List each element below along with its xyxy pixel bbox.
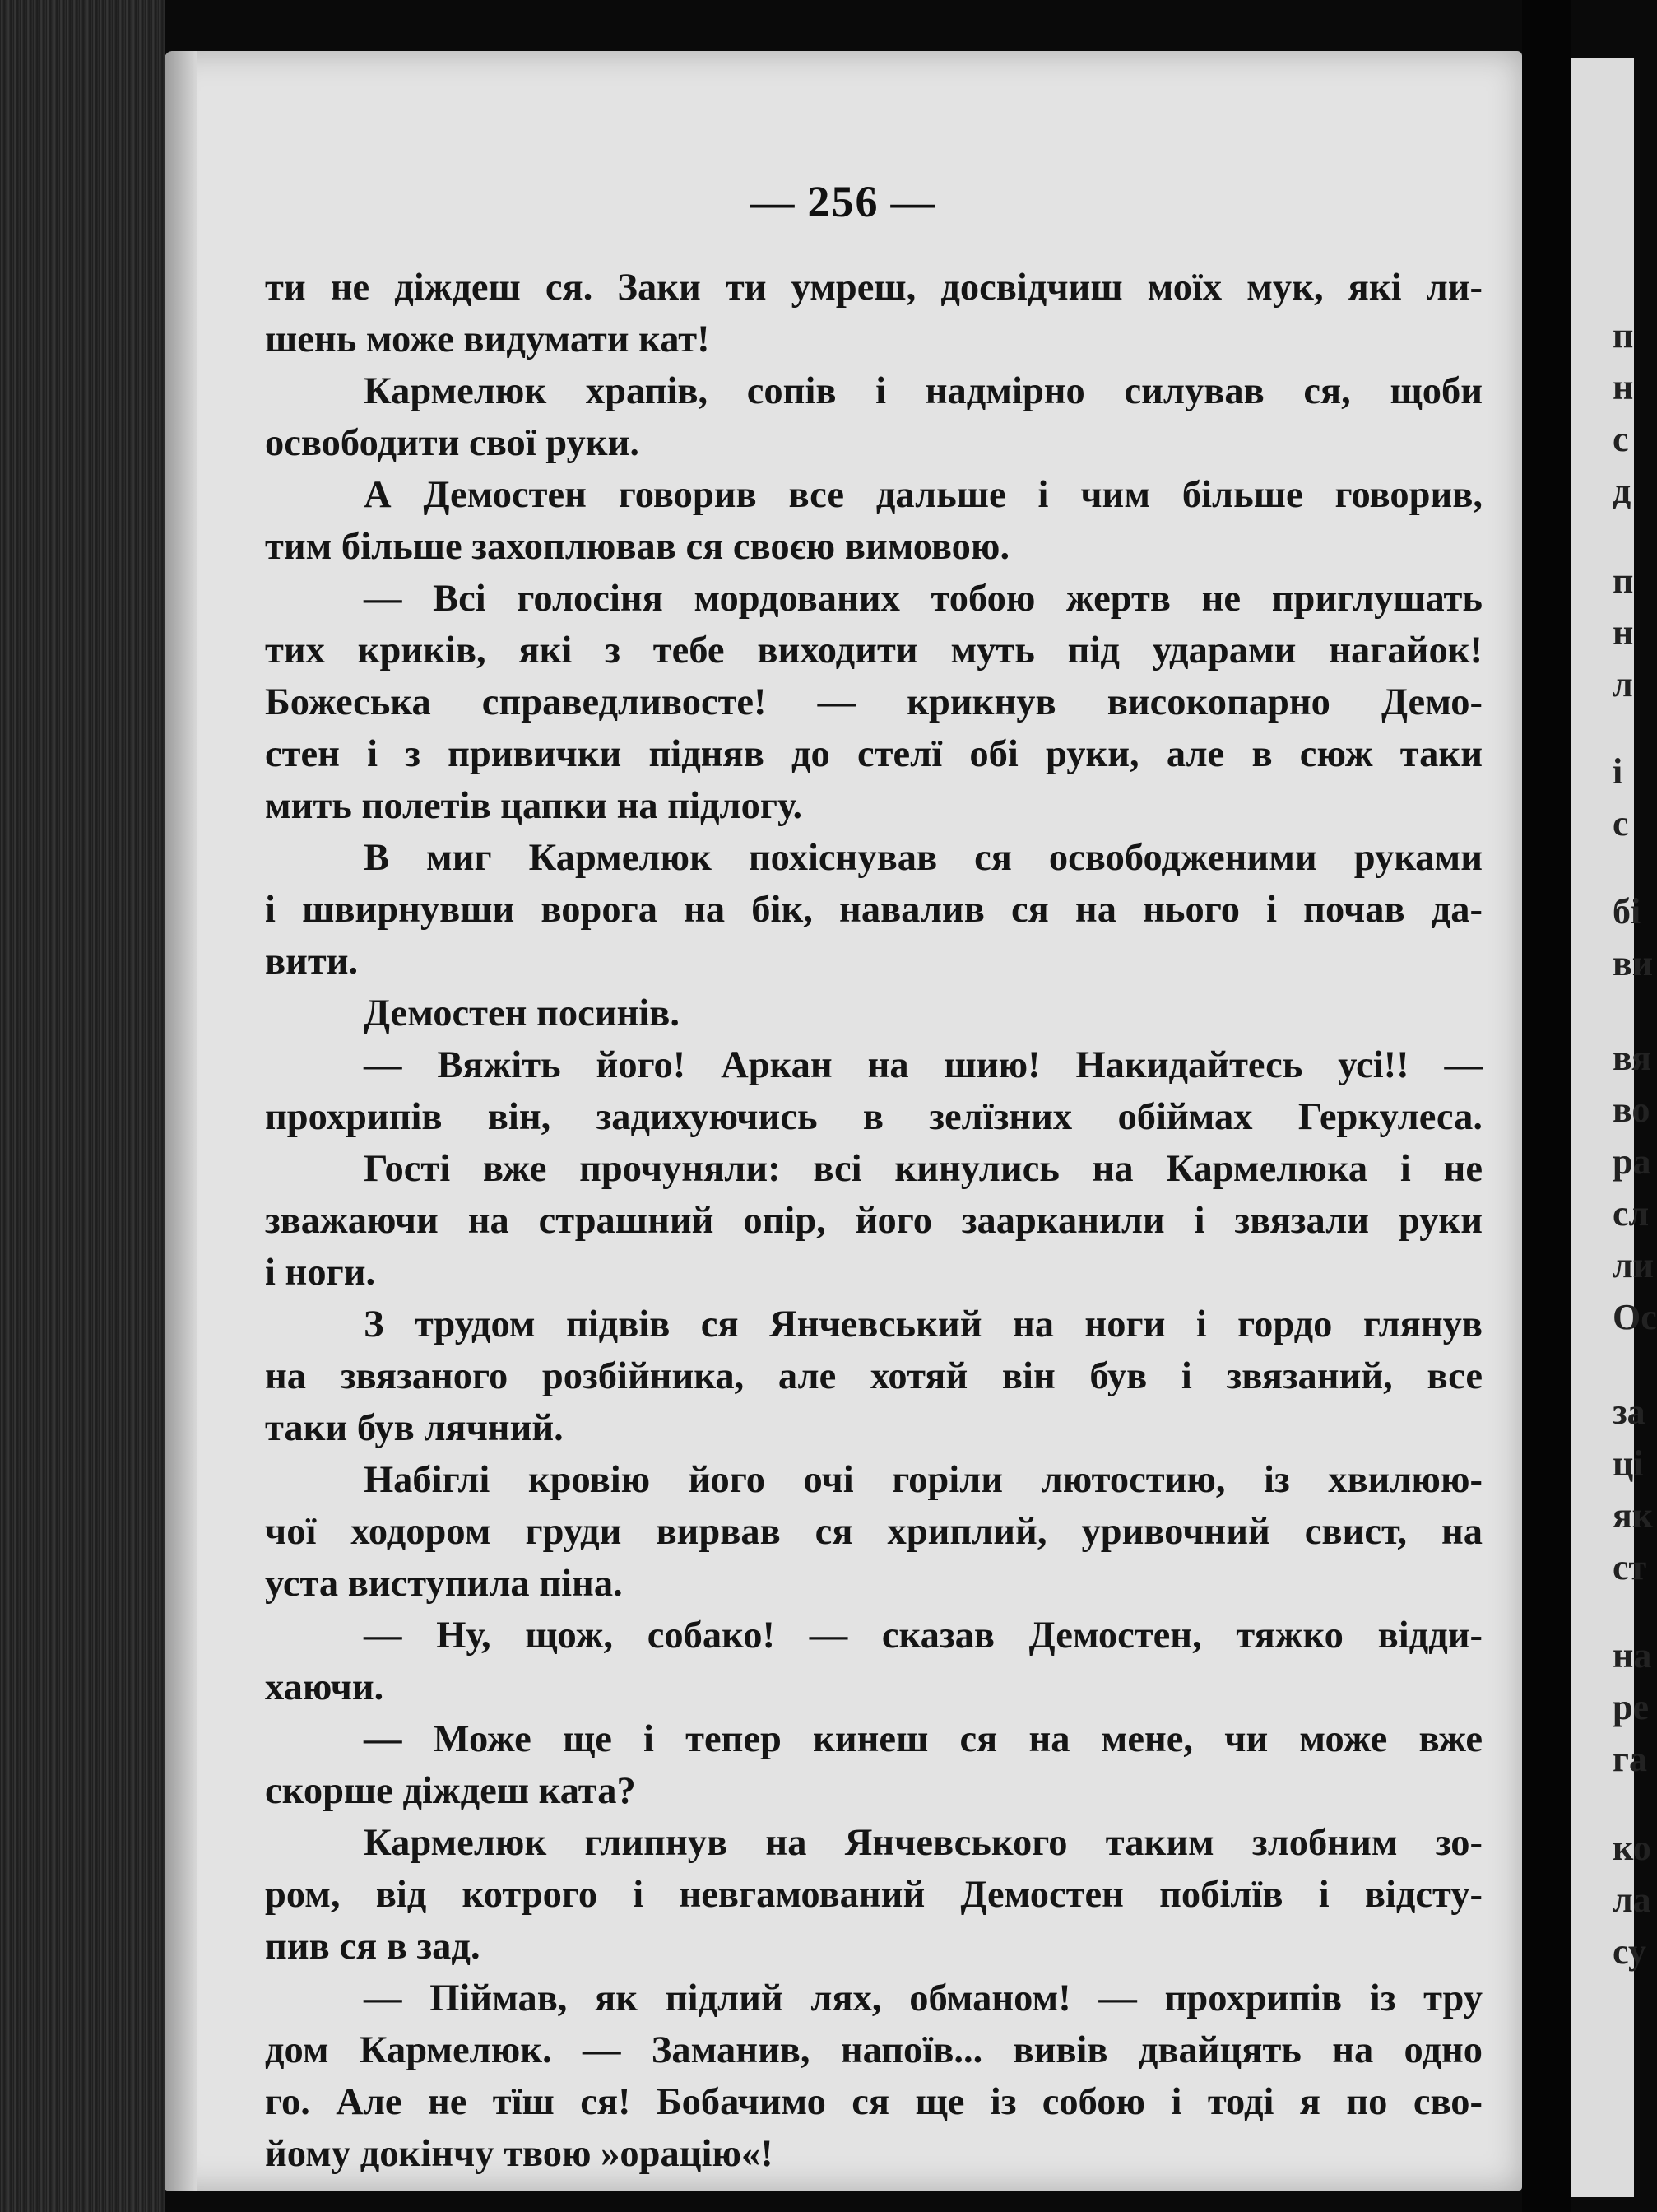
text-line: пив ся в зад. xyxy=(265,1926,480,1968)
text-line: тим більше захоплював ся своєю вимовою. xyxy=(265,526,1010,568)
text-line: чої ходором груди вирвав ся хриплий, уривочний свист, на xyxy=(265,1511,1483,1553)
next-page-fragment: н xyxy=(1613,612,1634,653)
next-page-fragment: с xyxy=(1613,803,1629,843)
next-page-fragment: су xyxy=(1613,1931,1646,1972)
text-line: тих криків, які з тебе виходити муть під ударами нагайок! xyxy=(265,630,1483,672)
next-page-fragment: во xyxy=(1613,1090,1650,1130)
text-line: — Може ще і тепер кинеш ся на мене, чи може вже xyxy=(364,1718,1483,1760)
book-page xyxy=(165,51,1522,2191)
text-line: Демостен посинів. xyxy=(364,992,680,1034)
next-page-fragment: ст xyxy=(1613,1547,1647,1587)
text-line: Гості вже прочуняли: всі кинулись на Кармелюка і не xyxy=(364,1148,1483,1190)
text-line: шень може видумати кат! xyxy=(265,318,710,360)
body-text xyxy=(265,262,1483,2180)
next-page-fragment: п xyxy=(1613,315,1634,356)
next-page-fragment: га xyxy=(1613,1739,1647,1779)
text-line: Божеська справедливосте! — крикнув високопарно Демо- xyxy=(265,681,1483,723)
next-page-fragment: сл xyxy=(1613,1193,1650,1234)
text-line: ром, від котрого і невгамований Демостен побілїв і відсту- xyxy=(265,1874,1483,1916)
next-page-edge xyxy=(1571,58,1657,2197)
text-line: освободити свої руки. xyxy=(265,422,639,464)
next-page-fragment: ці xyxy=(1613,1443,1644,1484)
text-line: і швирнувши ворога на бік, навалив ся на нього і почав да- xyxy=(265,889,1483,931)
next-page-fragment: за xyxy=(1613,1392,1645,1432)
next-page-fragment: п xyxy=(1613,560,1634,601)
text-line: хаючи. xyxy=(265,1666,384,1708)
text-line: зважаючи на страшний опір, його заарканили і звязали руки xyxy=(265,1200,1483,1242)
next-page-fragment: ли xyxy=(1613,1245,1655,1285)
next-page-fragment: на xyxy=(1613,1635,1652,1675)
next-page-fragment: ви xyxy=(1613,943,1654,983)
next-page-fragment: ко xyxy=(1613,1828,1651,1868)
next-page-fragment: н xyxy=(1613,367,1634,407)
text-line: на звязаного розбійника, але хотяй він був і звязаний, все xyxy=(265,1355,1483,1397)
text-line: — Ну, щож, собако! — сказав Демостен, тяжко відди- xyxy=(364,1615,1483,1657)
next-page-fragment: і xyxy=(1613,751,1623,792)
text-line: Набіглі кровію його очі горіли лютостию, із хвилюю- xyxy=(364,1459,1483,1501)
page-number-dash-left: — xyxy=(750,177,796,226)
text-line: В миг Кармелюк похіснував ся освободженими руками xyxy=(364,837,1483,879)
text-line: вити. xyxy=(265,941,359,983)
text-line: Кармелюк храпів, сопів і надмірно силував ся, щоби xyxy=(364,370,1483,412)
text-line: — Піймав, як підлий лях, обманом! — прохрипів із тру xyxy=(364,1977,1483,2019)
next-page-fragment: ла xyxy=(1613,1880,1651,1920)
page-gutter-shadow xyxy=(165,51,197,2191)
next-page-fragment: ре xyxy=(1613,1687,1649,1727)
next-page-fragment: бі xyxy=(1613,891,1641,932)
book-edge xyxy=(0,0,165,2212)
text-line: З трудом підвів ся Янчевський на ноги і гордо глянув xyxy=(364,1304,1483,1345)
next-page-fragment: вя xyxy=(1613,1038,1651,1078)
next-page-fragment: л xyxy=(1613,664,1633,704)
text-line: скорше діждеш ката? xyxy=(265,1770,636,1812)
text-line: А Демостен говорив все дальше і чим більше говорив, xyxy=(364,474,1483,516)
text-line: го. Але не тїш ся! Бобачимо ся ще із собою і тоді я по сво- xyxy=(265,2081,1483,2123)
text-line: — Всі голосіня мордованих тобою жертв не приглушать xyxy=(364,578,1483,620)
text-line: уста виступила піна. xyxy=(265,1563,623,1605)
page-gap xyxy=(1522,0,1571,2212)
text-line: прохрипів він, задихуючись в зелїзних обіймах Геркулеса. xyxy=(265,1096,1483,1138)
text-line: і ноги. xyxy=(265,1252,376,1294)
text-line: — Вяжіть його! Аркан на шию! Накидайтесь усі!! — xyxy=(364,1044,1483,1086)
next-page-fragment: с xyxy=(1613,419,1629,459)
next-page-fragment: як xyxy=(1613,1495,1654,1536)
page-number xyxy=(165,176,1522,227)
text-line: мить полетів цапки на підлогу. xyxy=(265,785,803,827)
text-line: дом Кармелюк. — Заманив, напоїв... вивів двайцять на одно xyxy=(265,2029,1483,2071)
page-number-dash-right: — xyxy=(890,177,937,226)
text-line: Кармелюк глипнув на Янчевського таким злобним зо- xyxy=(364,1822,1483,1864)
page-number-value: 256 xyxy=(807,177,880,226)
next-page-fragment: ра xyxy=(1613,1141,1651,1182)
text-line: йому докінчу твою »орацію«! xyxy=(265,2133,773,2175)
text-line: стен і з привички підняв до стелї обі руки, але в сюж таки xyxy=(265,733,1483,775)
text-line: таки був лячний. xyxy=(265,1407,564,1449)
next-page-fragment: д xyxy=(1613,471,1631,511)
text-line: ти не діждеш ся. Заки ти умреш, досвідчиш моїх мук, які ли- xyxy=(265,267,1483,309)
next-page-fragment: Ос xyxy=(1613,1297,1657,1337)
